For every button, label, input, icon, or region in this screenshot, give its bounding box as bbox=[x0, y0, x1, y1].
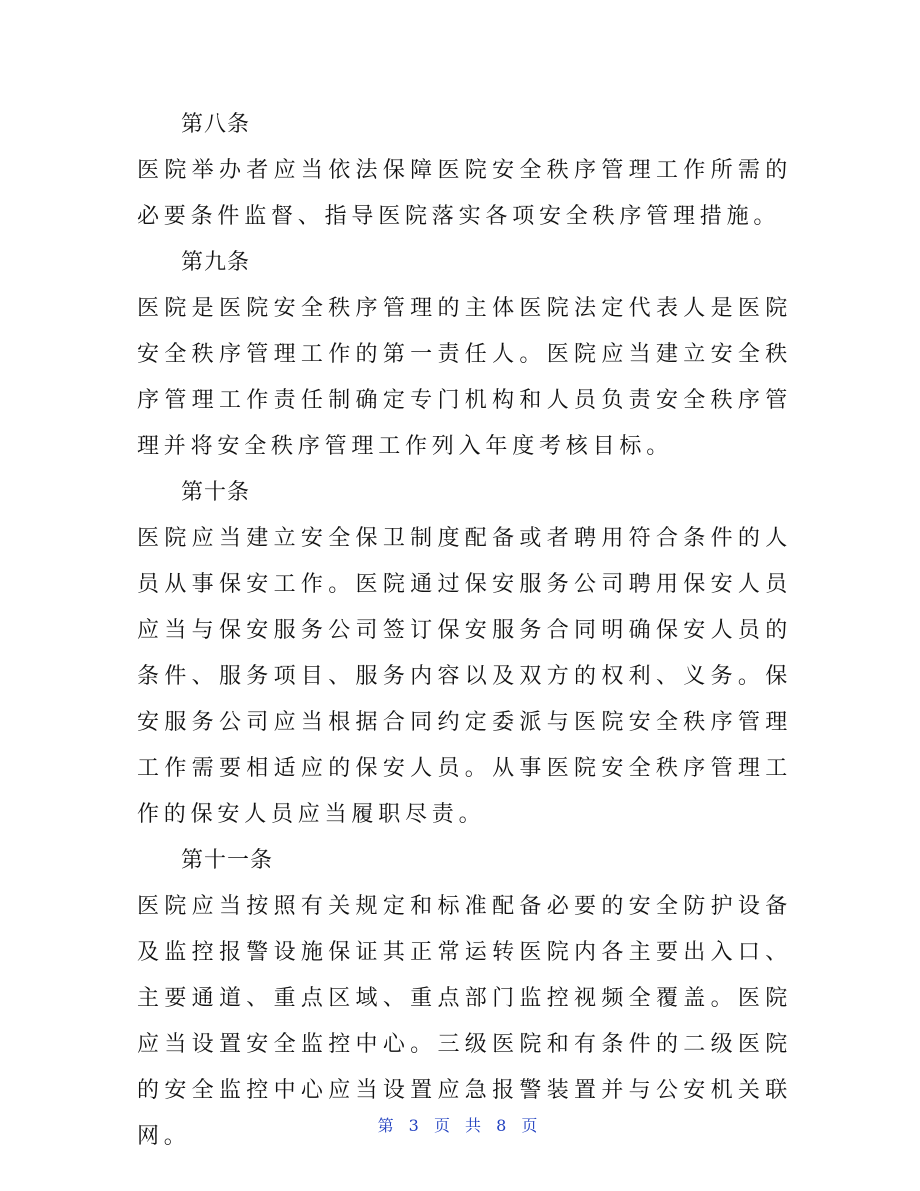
page-number-footer: 第 3 页 共 8 页 bbox=[377, 1116, 543, 1135]
article-10-text: 医院应当建立安全保卫制度配备或者聘用符合条件的人员从事保安工作。医院通过保安服务公司聘用保安人员应当与保安服务公司签订保安服务合同明确保安人员的条件、服务项目、服务内容以及双方的权利、义务。保安服务公司应当根据合同约定委派与医院安全秩序管理工作需要相适应的保安人员。从事医院安全秩序管理工作的保安人员应当履职尽责。 bbox=[137, 526, 792, 827]
article-8-heading: 第八条 bbox=[181, 112, 251, 137]
article-11-heading: 第十一条 bbox=[181, 848, 274, 873]
document-body bbox=[137, 102, 792, 1160]
article-11-text: 医院应当按照有关规定和标准配备必要的安全防护设备及监控报警设施保证其正常运转医院内各主要出入口、主要通道、重点区域、重点部门监控视频全覆盖。医院应当设置安全监控中心。三级医院和有条件的二级医院的安全监控中心应当设置应急报警装置并与公安机关联网。 bbox=[137, 894, 792, 1149]
article-9-text: 医院是医院安全秩序管理的主体医院法定代表人是医院安全秩序管理工作的第一责任人。医院应当建立安全秩序管理工作责任制确定专门机构和人员负责安全秩序管理并将安全秩序管理工作列入年度考核目标。 bbox=[137, 296, 792, 459]
article-9-heading: 第九条 bbox=[181, 250, 251, 275]
article-8-text: 医院举办者应当依法保障医院安全秩序管理工作所需的必要条件监督、指导医院落实各项安全秩序管理措施。 bbox=[137, 158, 792, 229]
article-10-heading: 第十条 bbox=[181, 480, 251, 505]
